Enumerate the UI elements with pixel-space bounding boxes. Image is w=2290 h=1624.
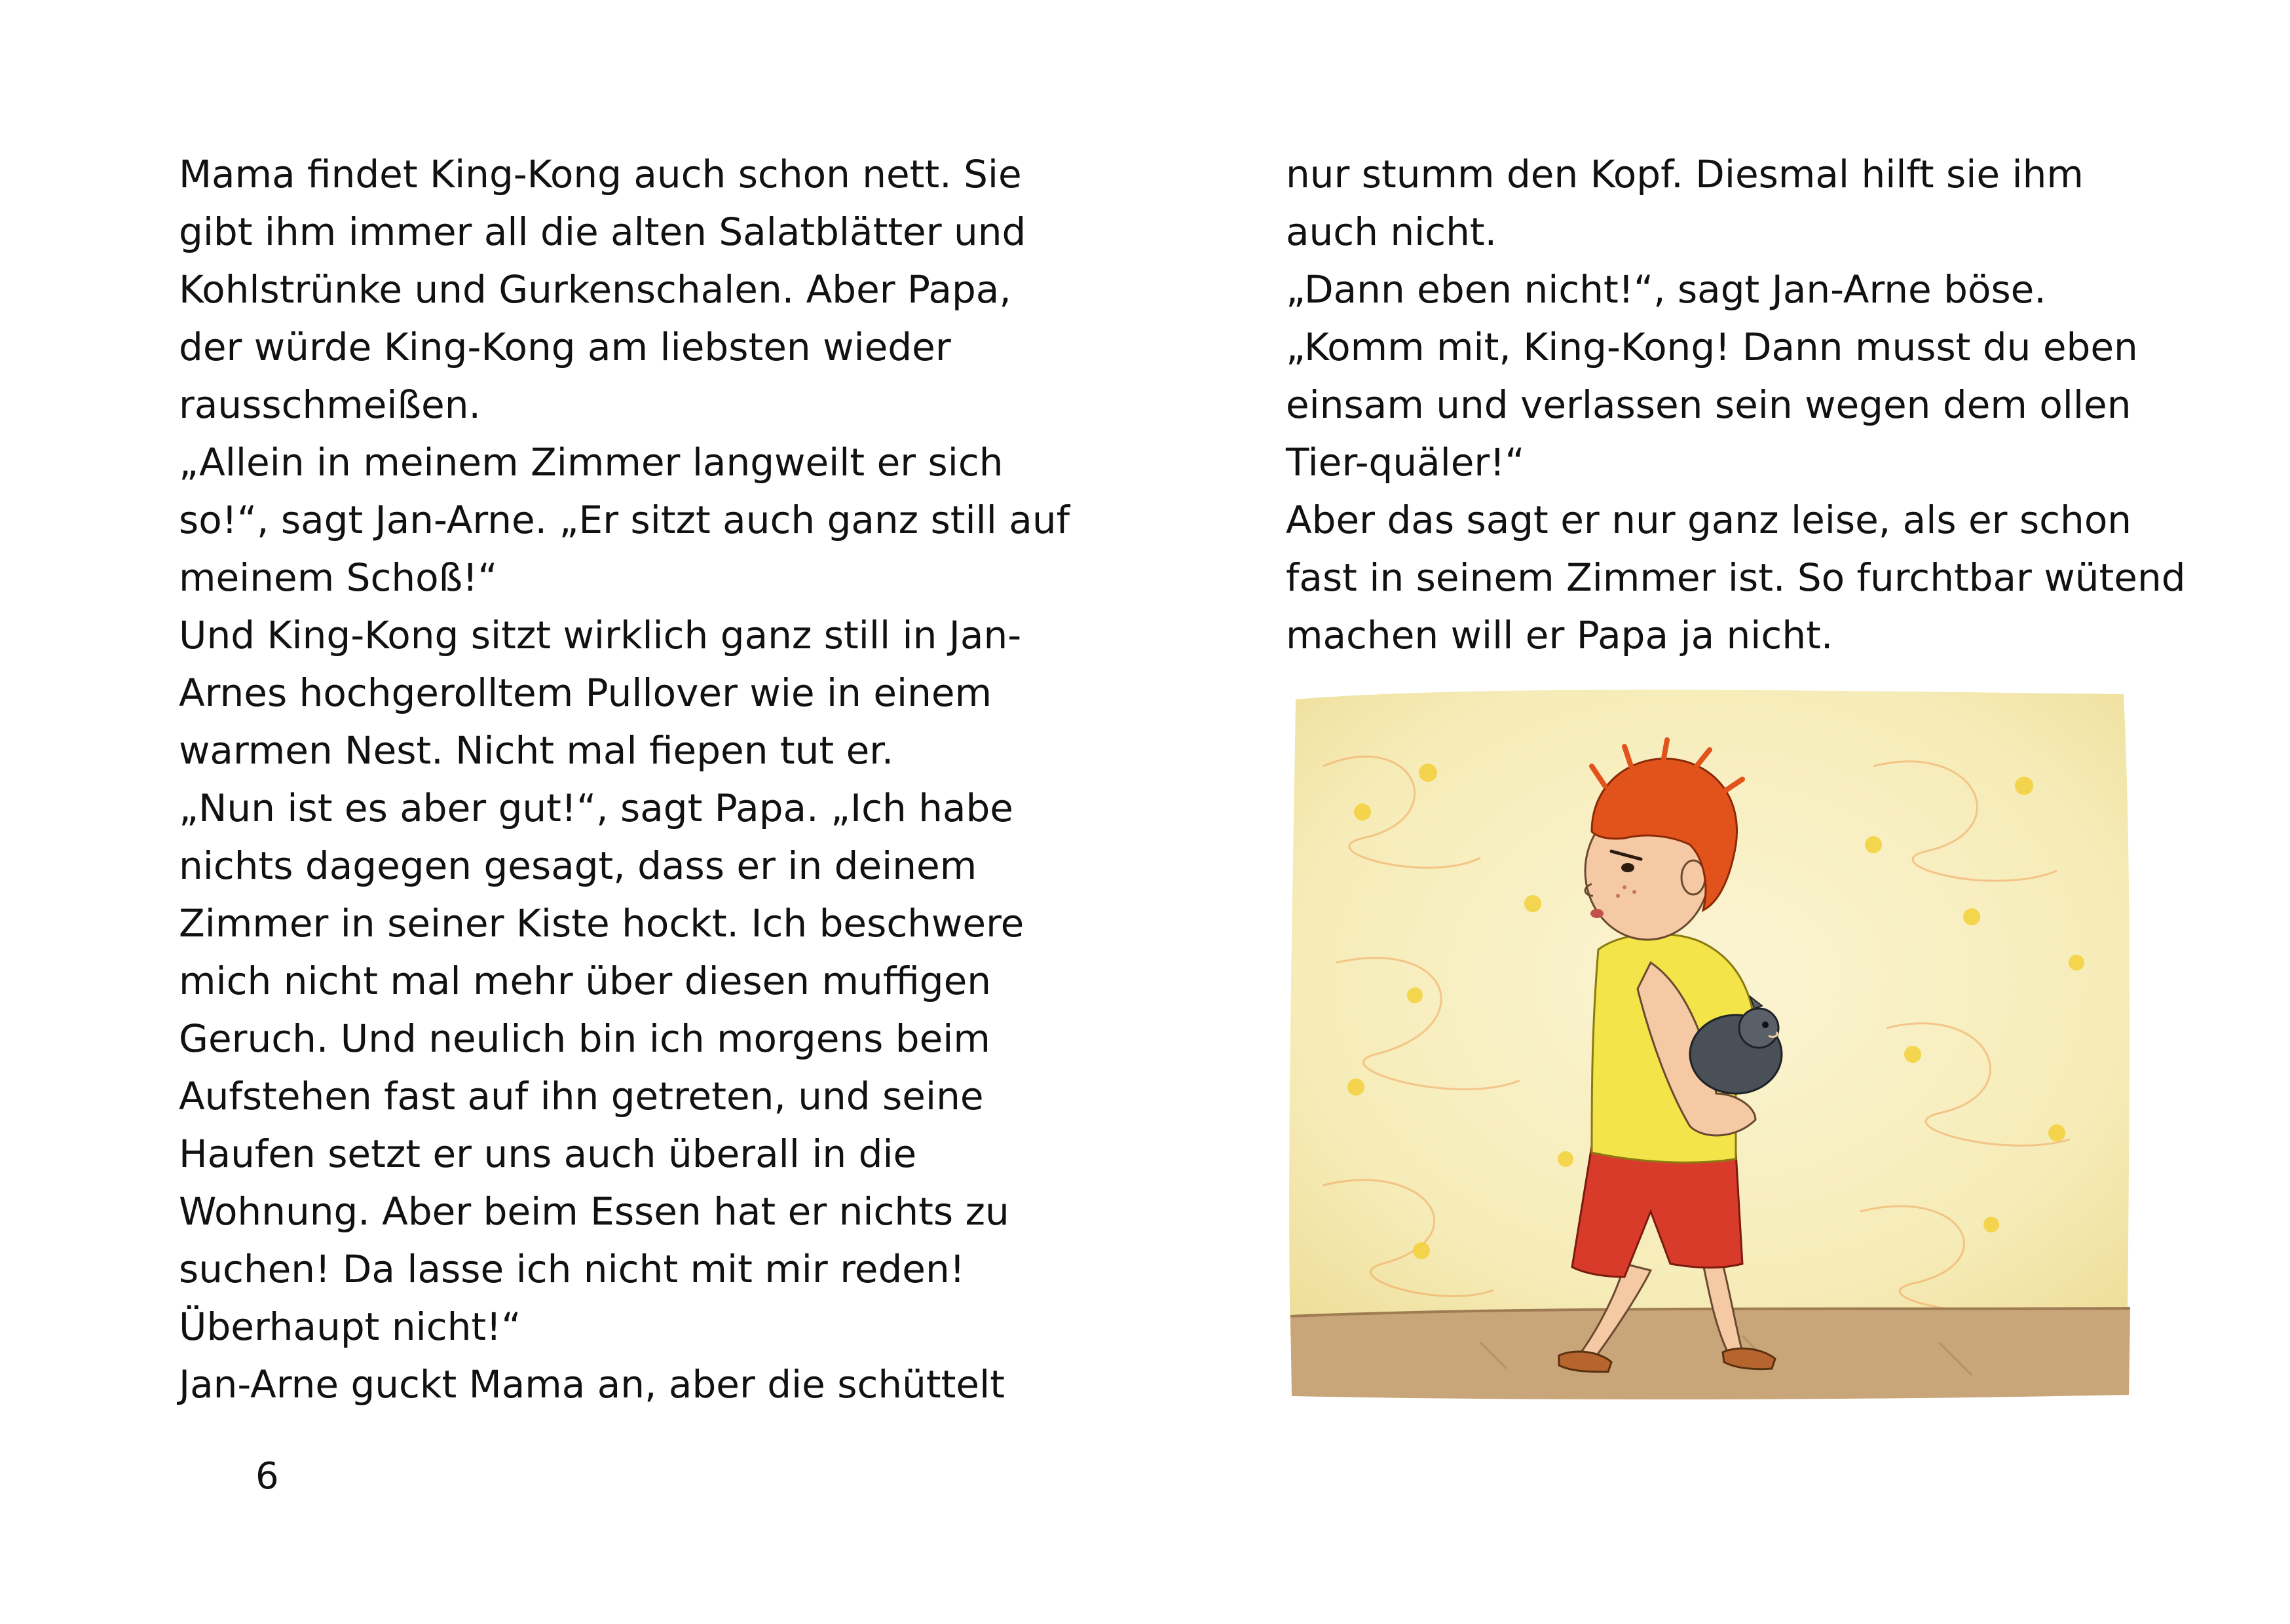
text-line: auch nicht. xyxy=(1286,210,1497,254)
text-line: gibt ihm immer all die alten Salatblätter und xyxy=(179,210,1026,254)
text-line: fast in seinem Zimmer ist. So furchtbar wütend xyxy=(1286,555,2186,600)
text-line: Und King-Kong sitzt wirklich ganz still in Jan- xyxy=(179,613,1022,657)
text-line: Jan-Arne guckt Mama an, aber die schüttelt xyxy=(179,1362,1005,1407)
text-line: „Komm mit, King-Kong! Dann musst du eben xyxy=(1286,325,2138,369)
text-line: „Allein in meinem Zimmer langweilt er sich xyxy=(179,440,1004,485)
text-line: Geruch. Und neulich bin ich morgens beim xyxy=(179,1016,990,1061)
text-line: rausschmeißen. xyxy=(179,382,481,427)
text-line: Mama findet King-Kong auch schon nett. Sie xyxy=(179,152,1022,196)
text-line: Aufstehen fast auf ihn getreten, und seine xyxy=(179,1074,984,1118)
text-line: nichts dagegen gesagt, dass er in deinem xyxy=(179,843,977,888)
text-line: machen will er Papa ja nicht. xyxy=(1286,613,1833,657)
text-line: der würde King-Kong am liebsten wieder xyxy=(179,325,951,369)
left-text-column xyxy=(179,145,1070,1413)
text-line: Arnes hochgerolltem Pullover wie in einem xyxy=(179,671,992,715)
text-line: suchen! Da lasse ich nicht mit mir reden! xyxy=(179,1247,965,1291)
text-line: „Dann eben nicht!“, sagt Jan-Arne böse. xyxy=(1286,267,2046,312)
text-line: mich nicht mal mehr über diesen muffigen xyxy=(179,959,992,1003)
text-line: Aber das sagt er nur ganz leise, als er schon xyxy=(1286,498,2132,542)
page-number: 6 xyxy=(255,1455,279,1498)
text-line: Überhaupt nicht!“ xyxy=(179,1304,521,1349)
floor xyxy=(1290,1308,2130,1399)
right-text-column xyxy=(1286,145,2186,664)
text-line: Zimmer in seiner Kiste hockt. Ich beschwere xyxy=(179,901,1024,946)
text-line: „Nun ist es aber gut!“, sagt Papa. „Ich habe xyxy=(179,786,1013,830)
illustration-boy-with-hamster xyxy=(1284,688,2135,1447)
text-line: Kohlstrünke und Gurkenschalen. Aber Papa, xyxy=(179,267,1011,312)
text-line: meinem Schoß!“ xyxy=(179,555,498,600)
text-line: Haufen setzt er uns auch überall in die xyxy=(179,1132,917,1176)
text-line: nur stumm den Kopf. Diesmal hilft sie ihm xyxy=(1286,152,2084,196)
text-line: Tier-quäler!“ xyxy=(1286,440,1525,485)
text-line: so!“, sagt Jan-Arne. „Er sitzt auch ganz still auf xyxy=(179,498,1070,542)
text-line: Wohnung. Aber beim Essen hat er nichts zu xyxy=(179,1189,1009,1234)
text-line: warmen Nest. Nicht mal fiepen tut er. xyxy=(179,728,894,773)
text-line: einsam und verlassen sein wegen dem ollen xyxy=(1286,382,2131,427)
